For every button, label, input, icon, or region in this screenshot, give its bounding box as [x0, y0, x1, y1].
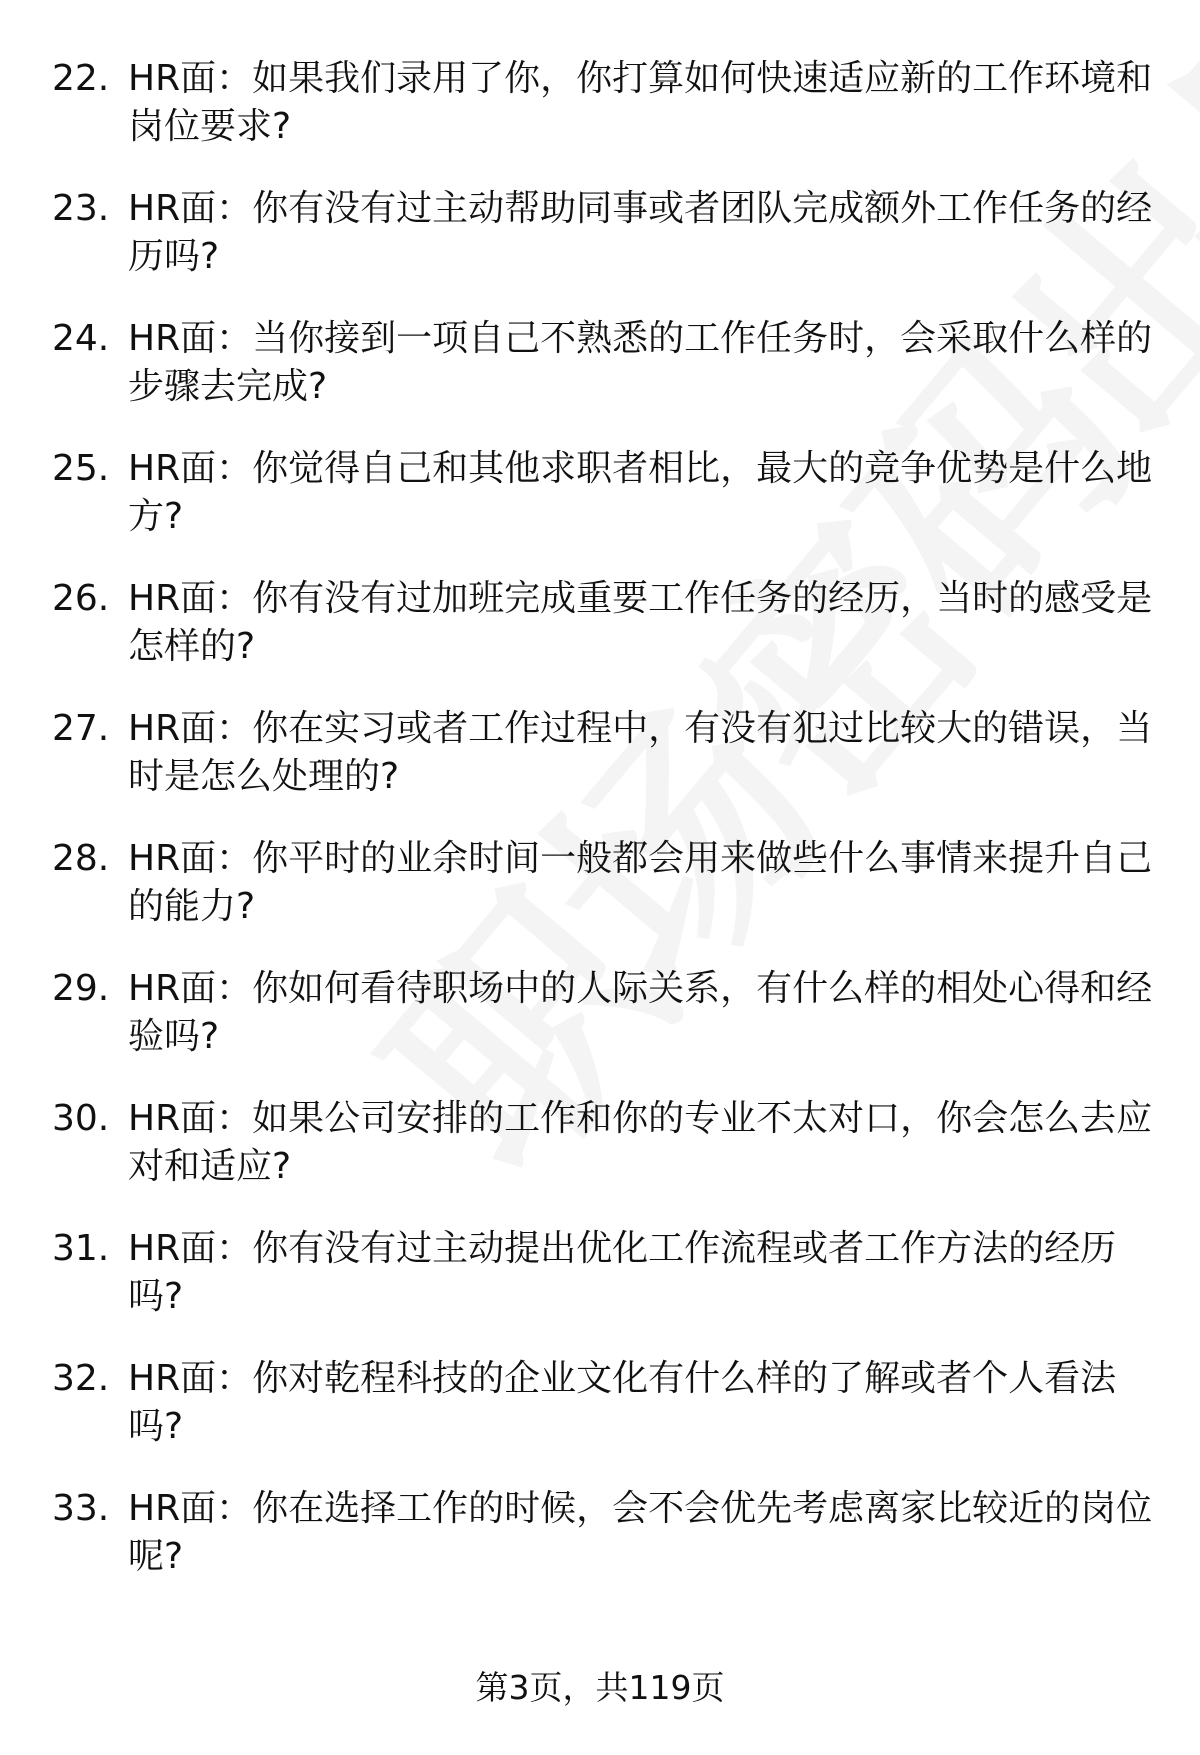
question-text: 你平时的业余时间一般都会用来做些什么事情来提升自己的能力? [128, 838, 1153, 927]
page-number-label: 第3页，共119页 [475, 1668, 725, 1707]
question-text: 你觉得自己和其他求职者相比，最大的竞争优势是什么地方? [128, 448, 1153, 537]
question-prefix: HR面： [128, 708, 253, 749]
question-body [128, 1355, 1162, 1451]
question-prefix: HR面： [128, 1358, 253, 1399]
question-number: 23. [52, 188, 110, 229]
question-prefix: HR面： [128, 318, 253, 359]
question-text: 你如何看待职场中的人际关系，有什么样的相处心得和经验吗? [128, 968, 1153, 1057]
question-text: 你有没有过加班完成重要工作任务的经历，当时的感受是怎样的? [128, 578, 1153, 667]
question-body [128, 1095, 1162, 1191]
question-body [128, 835, 1162, 931]
question-prefix: HR面： [128, 1488, 253, 1529]
question-number: 26. [52, 578, 110, 619]
page-footer [0, 1668, 1200, 1708]
question-body [128, 705, 1162, 801]
question-list [52, 55, 1162, 1615]
question-text: 当你接到一项自己不熟悉的工作任务时，会采取什么样的步骤去完成? [128, 318, 1153, 407]
question-item [52, 1355, 1162, 1451]
question-item [52, 55, 1162, 151]
question-text: 你在实习或者工作过程中，有没有犯过比较大的错误，当时是怎么处理的? [128, 708, 1153, 797]
question-body [128, 575, 1162, 671]
question-prefix: HR面： [128, 188, 253, 229]
question-body [128, 315, 1162, 411]
question-item [52, 445, 1162, 541]
question-text: 你有没有过主动提出优化工作流程或者工作方法的经历吗? [128, 1228, 1117, 1317]
question-item [52, 575, 1162, 671]
question-prefix: HR面： [128, 578, 253, 619]
question-prefix: HR面： [128, 448, 253, 489]
question-prefix: HR面： [128, 968, 253, 1009]
question-prefix: HR面： [128, 838, 253, 879]
question-number: 25. [52, 448, 110, 489]
question-text: 你有没有过主动帮助同事或者团队完成额外工作任务的经历吗? [128, 188, 1153, 277]
question-number: 29. [52, 968, 110, 1009]
question-number: 31. [52, 1228, 110, 1269]
question-number: 24. [52, 318, 110, 359]
question-text: 如果我们录用了你，你打算如何快速适应新的工作环境和岗位要求? [128, 58, 1153, 147]
question-prefix: HR面： [128, 1098, 253, 1139]
question-number: 27. [52, 708, 110, 749]
question-prefix: HR面： [128, 58, 253, 99]
question-text: 如果公司安排的工作和你的专业不太对口，你会怎么去应对和适应? [128, 1098, 1153, 1187]
question-text: 你在选择工作的时候，会不会优先考虑离家比较近的岗位呢? [128, 1488, 1153, 1577]
question-body [128, 965, 1162, 1061]
question-item [52, 835, 1162, 931]
question-body [128, 445, 1162, 541]
question-item [52, 705, 1162, 801]
question-item [52, 1095, 1162, 1191]
question-item [52, 185, 1162, 281]
question-body [128, 55, 1162, 151]
question-prefix: HR面： [128, 1228, 253, 1269]
question-number: 30. [52, 1098, 110, 1139]
question-body [128, 1225, 1162, 1321]
question-text: 你对乾程科技的企业文化有什么样的了解或者个人看法吗? [128, 1358, 1117, 1447]
question-number: 32. [52, 1358, 110, 1399]
question-item [52, 315, 1162, 411]
question-number: 28. [52, 838, 110, 879]
question-number: 33. [52, 1488, 110, 1529]
question-item [52, 965, 1162, 1061]
question-number: 22. [52, 58, 110, 99]
question-item [52, 1225, 1162, 1321]
question-body [128, 1485, 1162, 1581]
question-body [128, 185, 1162, 281]
question-item [52, 1485, 1162, 1581]
